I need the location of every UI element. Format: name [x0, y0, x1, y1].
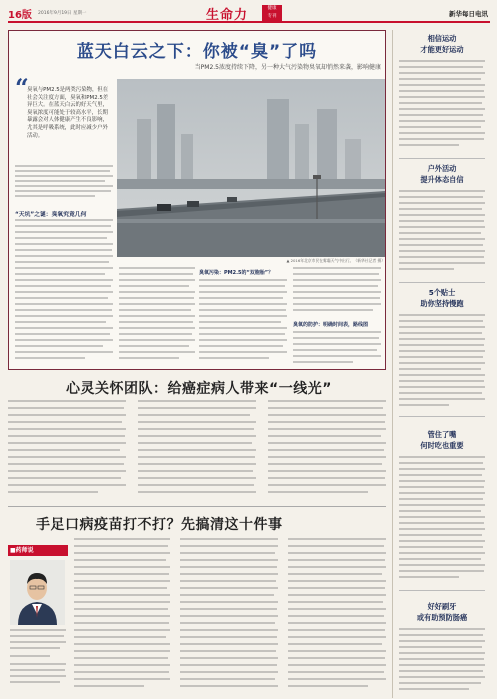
section2-heading: 臭氧污染：PM2.5的“双胞胎”？ [199, 270, 274, 276]
portrait-illustration [10, 560, 65, 625]
quote-mark-icon: “ [15, 73, 29, 102]
photo-illustration [117, 79, 385, 257]
feature-body-col3 [199, 279, 287, 367]
photo-caption: ▲ 2016年北京市民在雾霾天气中出行。（新华社记者 摄） [286, 258, 385, 263]
sidebar-item-title: 才能更好运动 [420, 45, 464, 54]
author-bio [10, 629, 66, 689]
sidebar-item-title: 好好刷牙 [427, 602, 457, 611]
pull-quote [15, 73, 113, 161]
sidebar-item-body [399, 190, 485, 282]
section1-heading: “天坑”之谜：臭氧究竟几何 [15, 212, 87, 218]
feature-body-col2 [119, 267, 195, 367]
feature-body-col1b [15, 219, 113, 364]
sidebar-item-title: 提升体态自信 [420, 175, 464, 184]
article-divider [8, 506, 386, 507]
section-tag-line1: 健康 [267, 6, 277, 11]
sidebar-item-title: 或有助预防肠癌 [416, 613, 468, 622]
article3-title: 手足口病疫苗打不打？先搞清这十件事 [36, 517, 283, 533]
feature-subtitle: 当PM2.5浓度持续下降，另一种大气污染物臭氧却悄然来袭，影响健康 [194, 64, 381, 71]
pull-quote-text: 臭氧与PM2.5是两类污染物，但在社会关注度方面，臭氧和PM2.5差异巨大。在蓝天白云的好天气里，臭氧浓度可能处于较高水平，长期暴露会对人体健康产生不良影响，尤其是呼吸系统，此时应减少户外活动。 [27, 87, 109, 139]
sidebar-item-body [399, 628, 485, 694]
article2-title: 心灵关怀团队：给癌症病人带来“一线光” [66, 381, 332, 397]
author-tag: ■药师说 [8, 545, 68, 556]
sidebar-item-title: 5个贴士 [428, 288, 456, 297]
feature-title: 蓝天白云之下：你被“臭”了吗 [76, 42, 318, 62]
sidebar-item-body [399, 314, 485, 412]
sidebar-item-title: 相信运动 [427, 34, 457, 43]
sidebar-item-title: 户外活动 [427, 164, 457, 173]
section3-heading: 臭氧的防护：明确时间表，路线图 [293, 322, 369, 328]
author-box [8, 545, 68, 695]
sidebar-divider [399, 282, 485, 283]
section-tag-line2: 专刊 [267, 14, 277, 19]
feature-body-col1 [15, 165, 113, 205]
sidebar-item-title: 管住了嘴 [427, 430, 457, 439]
sidebar-item-body [399, 456, 485, 588]
sidebar-item-title: 助你坚持慢跑 [420, 299, 464, 308]
article3-body [74, 538, 386, 693]
sidebar-divider [399, 416, 485, 417]
sidebar-divider [399, 590, 485, 591]
feature-body-col4 [293, 267, 381, 327]
page-header [8, 3, 490, 23]
author-portrait [10, 560, 65, 625]
date-line: 2016年9月19日 星期一 [38, 11, 87, 16]
sidebar [392, 30, 490, 698]
article2-body [8, 400, 386, 500]
section-name: 生命力 [206, 8, 249, 23]
smog-highway-photo [117, 79, 385, 257]
sidebar-item-body [399, 60, 485, 156]
sidebar-item-title: 何时吃也重要 [420, 441, 464, 450]
sidebar-divider [399, 158, 485, 159]
masthead: 新华每日电讯 [449, 10, 488, 18]
page-number: 16版 [8, 10, 32, 21]
section-tag [262, 5, 282, 21]
feature-article [8, 30, 386, 370]
feature-body-col4b [293, 331, 381, 367]
